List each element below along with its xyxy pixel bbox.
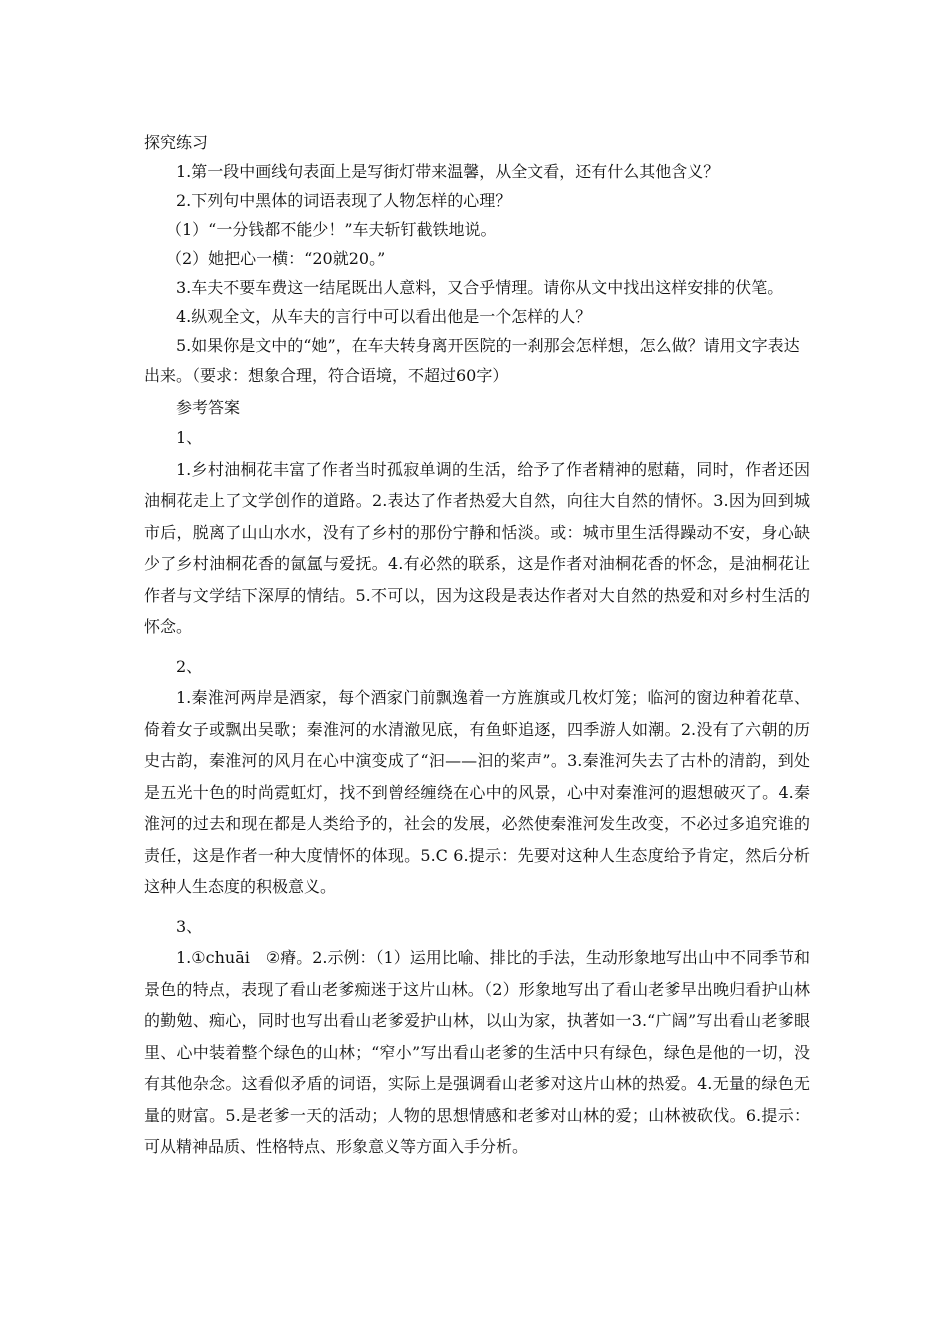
question-1: 1.第一段中画线句表面上是写街灯带来温馨，从全文看，还有什么其他含义？ (176, 162, 720, 181)
answer-section-3-text: 1.①chuāi ②瘠。2.示例：（1）运用比喻、排比的手法，生动形象地写出山中不同季节和景色的特点，表现了看山老爹痴迷于这片山林。（2）形象地写出了看山老爹早出晚归看护山林的勤勉、痴心，同时也写出看山老爹爱护山林，以山为家，执著如一3.“广阔”写出看山老爹眼里、心中装着整个绿色的山林；“窄小”写出看山老爹的生活中只有绿色，绿色是他的一切，没有其他杂念。这看似矛盾的词语，实际上是强调看山老爹对这片山林的热爱。4.无量的绿色无量的财富。5.是老爹一天的活动；人物的思想情感和老爹对山林的爱；山林被砍伐。6.提示：可从精神品质、性格特点、形象意义等方面入手分析。 (144, 948, 810, 1156)
answer-section-2-label: 2、 (176, 656, 203, 676)
question-2-item-2: （2）她把心一横：“20就20。” (166, 249, 386, 268)
spacer (144, 643, 810, 651)
answer-section-1-text: 1.乡村油桐花丰富了作者当时孤寂单调的生活，给予了作者精神的慰藉，同时，作者还因油桐花走上了文学创作的道路。2.表达了作者热爱大自然，向往大自然的情怀。3.因为回到城市后，脱离了山山水水，没有了乡村的那份宁静和恬淡。或：城市里生活得躁动不安，身心缺少了乡村油桐花香的氤氲与爱抚。4.有必然的联系，这是作者对油桐花香的怀念，是油桐花让作者与文学结下深厚的情结。5.不可以，因为这段是表达作者对大自然的热爱和对乡村生活的怀念。 (144, 459, 810, 636)
practice-title: 探究练习 (144, 133, 209, 152)
answer-section-1-label: 1、 (176, 428, 203, 447)
document-page (144, 128, 810, 1163)
answers-title: 参考答案 (176, 398, 241, 417)
answer-section-2-text: 1.秦淮河两岸是酒家，每个酒家门前飘逸着一方旌旗或几枚灯笼；临河的窗边种着花草、倚着女子或飘出吴歌；秦淮河的水清澈见底，有鱼虾追逐，四季游人如潮。2.没有了六朝的历史古韵，秦淮河的风月在心中演变成了“汩——汩的桨声”。3.秦淮河失去了古朴的清韵，到处是五光十色的时尚霓虹灯，找不到曾经缠绕在心中的风景，心中对秦淮河的遐想破灭了。4.秦淮河的过去和现在都是人类给予的，社会的发展，必然使秦淮河发生改变，不必过多追究谁的责任，这是作者一种大度情怀的体现。5.C 6.提示：先要对这种人生态度给予肯定，然后分析这种人生态度的积极意义。 (144, 688, 810, 896)
question-3: 3.车夫不要车费这一结尾既出人意料，又合乎情理。请你从文中找出这样安排的伏笔。 (176, 278, 784, 297)
question-2-item-1: （1）“一分钱都不能少！”车夫斩钉截铁地说。 (166, 220, 497, 239)
spacer (144, 903, 810, 911)
answer-section-3-label: 3、 (176, 916, 203, 936)
question-5: 5.如果你是文中的“她”，在车夫转身离开医院的一刹那会怎样想，怎么做？请用文字表达出来。（要求：想象合理，符合语境，不超过60字） (144, 336, 800, 385)
question-4: 4.纵观全文，从车夫的言行中可以看出他是一个怎样的人？ (176, 307, 592, 326)
question-2: 2.下列句中黑体的词语表现了人物怎样的心理？ (176, 191, 512, 210)
